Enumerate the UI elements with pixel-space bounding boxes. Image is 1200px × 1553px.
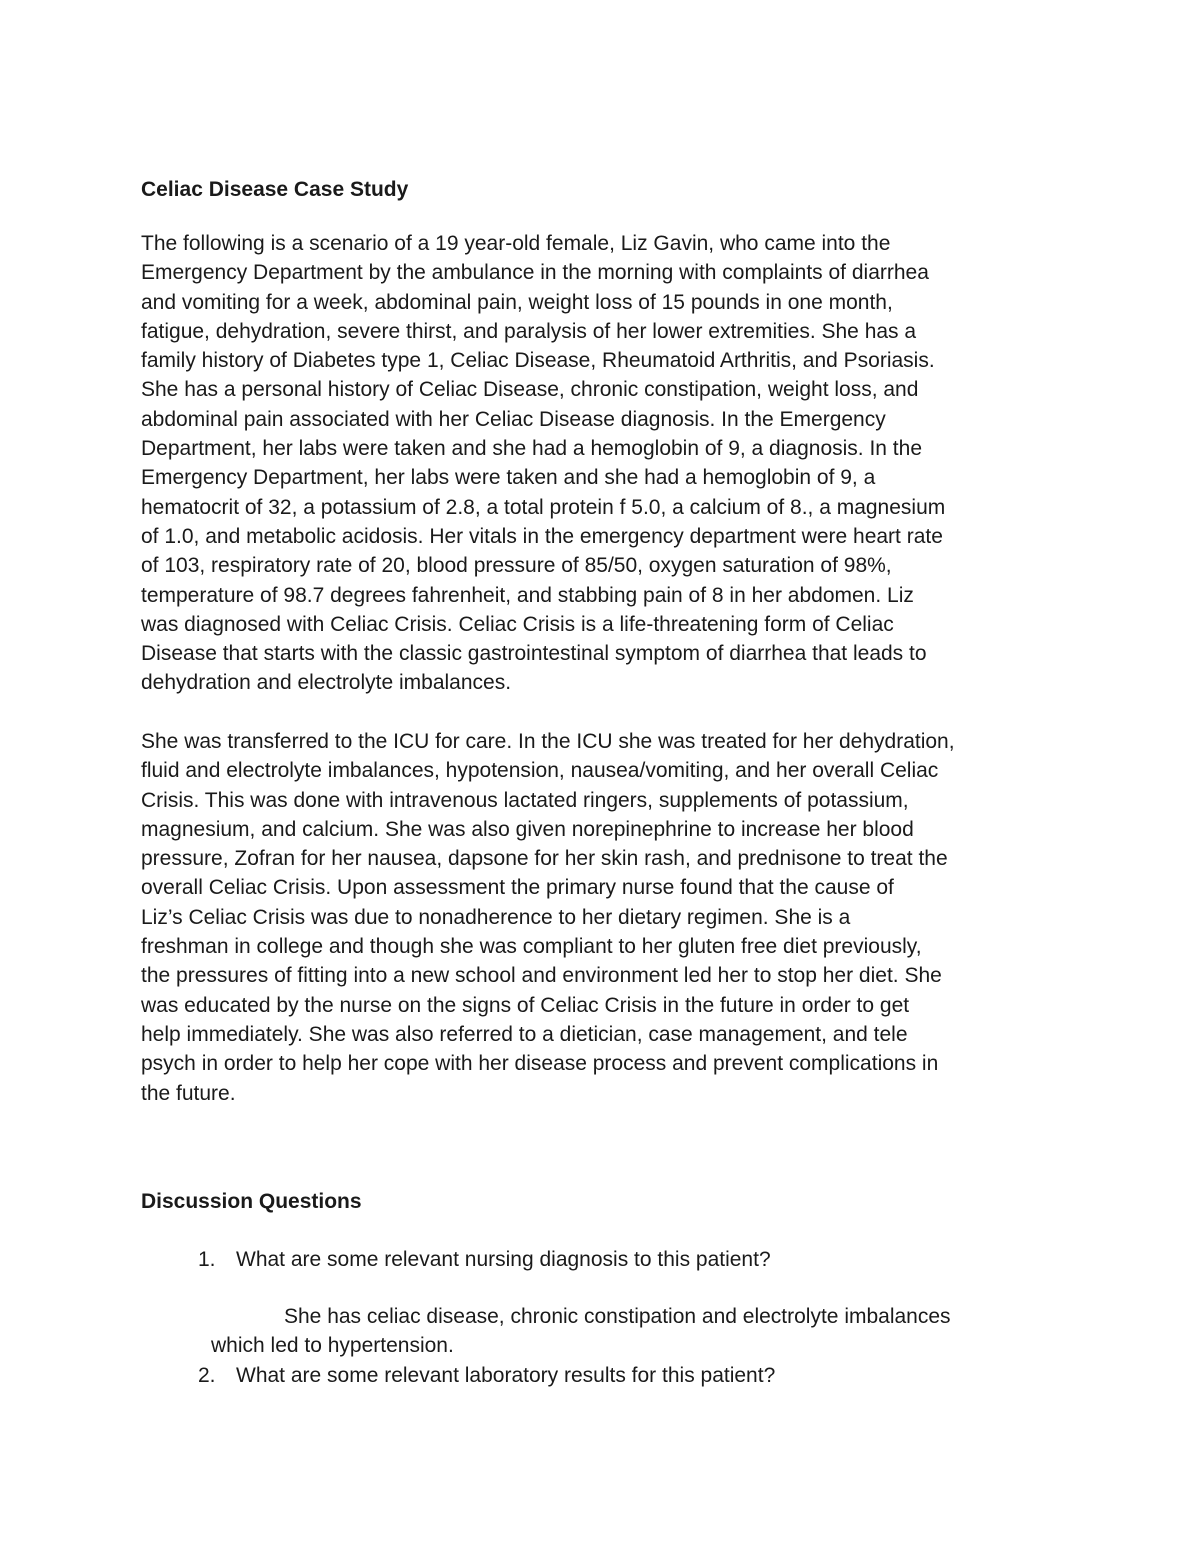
discussion-heading: Discussion Questions [141,1190,362,1213]
paragraph-line: family history of Diabetes type 1, Celiac Disease, Rheumatoid Arthritis, and Psoriasis. [141,349,935,373]
paragraph-line: Crisis. This was done with intravenous lactated ringers, supplements of potassium, [141,788,909,812]
paragraph-line: the pressures of fitting into a new school and environment led her to stop her diet. She [141,964,942,988]
document-title: Celiac Disease Case Study [141,178,409,201]
paragraph-line: of 1.0, and metabolic acidosis. Her vitals in the emergency department were heart rate [141,524,943,548]
paragraph-line: She has a personal history of Celiac Disease, chronic constipation, weight loss, and [141,378,919,402]
paragraph-line: Disease that starts with the classic gastrointestinal symptom of diarrhea that leads to [141,642,927,666]
paragraph-line: overall Celiac Crisis. Upon assessment the primary nurse found that the cause of [141,876,894,900]
paragraph-line: temperature of 98.7 degrees fahrenheit, and stabbing pain of 8 in her abdomen. Liz [141,583,914,607]
paragraph-line: the future. [141,1081,236,1105]
case-scenario-paragraph [141,229,945,698]
icu-treatment-paragraph [141,727,955,1108]
paragraph-line: fatigue, dehydration, severe thirst, and paralysis of her lower extremities. She has a [141,319,917,343]
question-number: 1. [198,1248,216,1271]
paragraph-line: She was transferred to the ICU for care. In the ICU she was treated for her dehydration, [141,730,955,753]
paragraph-line: Liz’s Celiac Crisis was due to nonadherence to her dietary regimen. She is a [141,905,851,929]
paragraph-line: was educated by the nurse on the signs of Celiac Crisis in the future in order to get [141,993,910,1017]
paragraph-line: was diagnosed with Celiac Crisis. Celiac Crisis is a life-threatening form of Celiac [141,612,894,636]
question-number: 2. [198,1364,216,1387]
paragraph-line: dehydration and electrolyte imbalances. [141,671,512,695]
paragraph-line: of 103, respiratory rate of 20, blood pressure of 85/50, oxygen saturation of 98%, [141,554,892,578]
paragraph-line: and vomiting for a week, abdominal pain, weight loss of 15 pounds in one month, [141,290,893,314]
question-text: What are some relevant laboratory results for this patient? [236,1364,776,1387]
paragraph-line: abdominal pain associated with her Celiac Disease diagnosis. In the Emergency [141,407,886,431]
paragraph-line: pressure, Zofran for her nausea, dapsone for her skin rash, and prednisone to treat the [141,847,948,871]
paragraph-line: Emergency Department by the ambulance in the morning with complaints of diarrhea [141,261,929,285]
paragraph-line: fluid and electrolyte imbalances, hypotension, nausea/vomiting, and her overall Celiac [141,759,939,783]
paragraph-line: magnesium, and calcium. She was also given norepinephrine to increase her blood [141,817,914,841]
answer-text: She has celiac disease, chronic constipation and electrolyte imbalances [284,1305,951,1328]
answer-text: which led to hypertension. [211,1334,454,1357]
paragraph-line: freshman in college and though she was compliant to her gluten free diet previously, [141,935,922,959]
paragraph-line: Emergency Department, her labs were taken and she had a hemoglobin of 9, a [141,466,876,490]
paragraph-line: help immediately. She was also referred to a dietician, case management, and tele [141,1022,908,1046]
paragraph-line: The following is a scenario of a 19 year-old female, Liz Gavin, who came into the [141,232,891,255]
paragraph-line: hematocrit of 32, a potassium of 2.8, a total protein f 5.0, a calcium of 8., a magnesium [141,495,946,519]
paragraph-line: psych in order to help her cope with her disease process and prevent complications in [141,1052,939,1076]
question-text: What are some relevant nursing diagnosis to this patient? [236,1248,771,1271]
paragraph-line: Department, her labs were taken and she had a hemoglobin of 9, a diagnosis. In the [141,437,922,461]
